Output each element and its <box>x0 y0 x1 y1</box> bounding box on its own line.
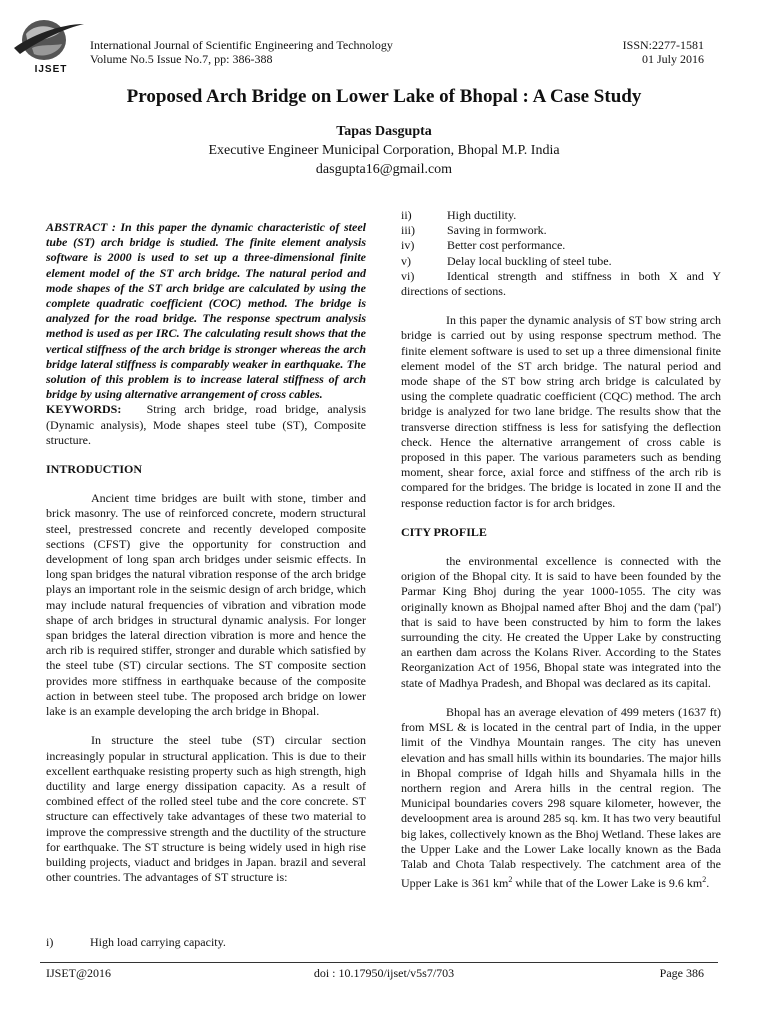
page-header <box>0 0 768 80</box>
page-number: Page 386 <box>659 966 704 980</box>
logo-text: IJSET <box>34 64 68 75</box>
globe-logo-icon <box>10 14 88 64</box>
abstract: ABSTRACT : In this paper the dynamic characteristic of steel tube (ST) arch bridge is studied. The finite element analysis software is 2000 is used to set up a three-dimensional finite element model of the ST arch bridge. The natural period and mode shapes of the ST arch bridge are calculated by using the complete quadratic coefficient (COC) method. The bridge is analyzed for the road bridge. The response spectrum analysis method is used as per IRC. The calculating result shows that the vertical stiffness of the arch bridge is stronger whereas the arch bridge lateral stiffness is comparably weaker in earthquake. The solution of this problem is to increase lateral stiffness of arch bridge by using alternative arrangement of cross cables. <box>46 220 366 402</box>
footer-copyright: IJSET@2016 <box>46 966 112 980</box>
journal-info <box>90 38 393 66</box>
keywords-label: KEYWORDS: <box>46 402 122 417</box>
issue-date: 01 July 2016 <box>641 52 704 66</box>
intro-paragraph-1: Ancient time bridges are built with stone, timber and brick masonry. The use of reinforced concrete, modern structural steel, prestressed concrete and recently developed composite sections (CFST) give the opportunity for construction and development of long span arch bridges under seismic effects. In long span bridges the natural vibration response of the arch bridge plays an important role in the seismic design of arch bridge, which may include natural frequencies of vibration and vibration mode shape of arch bridges in structural dynamic analysis. For longer span bridges the lateral direction vibration is more and hence the arch rib is required stiffer, stronger and durable which satisfied by the steel tube (ST) circular sections. The ST composite section provides more stiffness in earthquake because of the composite action in between steel tube. The proposed arch bridge on lower lake is an example developing the arch bridge in Bhopal. <box>46 491 366 719</box>
journal-volume: Volume No.5 Issue No.7, pp: 386-388 <box>90 52 273 66</box>
issn-info <box>623 38 704 66</box>
intro-heading: INTRODUCTION <box>46 462 143 477</box>
author-affiliation: Executive Engineer Municipal Corporation, Bhopal M.P. India <box>208 143 560 158</box>
list-item: vi) Identical strength and stiffness in both X and Y directions of sections. <box>401 268 721 299</box>
list-item: ii) High ductility. <box>401 208 517 222</box>
issn: ISSN:2277-1581 <box>622 38 704 52</box>
city-paragraph-1: the environmental excellence is connected with the origion of the Bhopal city. It is said to have been founded by the Parmar King Bhoj during the year 1000-1055. The city was originally known as Bhojpal named after Bhoj and the dam ('pal') that is said to have been constructed by him to form the lakes surrounding the city. He created the Upper Lake by constructing an earthen dam across the Kolans River. According to the States Reorganization Act of 1956, Bhopal state was integrated into the state of Madhya Pradesh, and Bhopal was declared as its capital. <box>401 554 721 690</box>
intro-paragraph-2: In structure the steel tube (ST) circular section increasingly popular in structural application. This is due to their excellent earthquake resisting property such as high strength, high ductility and large energy dissipation capacity. As a result of combined effect of the rolled steel tube and the core concrete. ST structure can effectively take advantages of these two material to improve the compressive strength and the ductility of the structure for earthquake. The ST structure is being widely used in high rise building projects, viaduct and bridges in Japan. brazil and several other countries. The advantages of ST structure is: <box>46 733 366 885</box>
journal-logo <box>10 14 88 78</box>
advantages-list <box>401 208 721 299</box>
journal-name: International Journal of Scientific Engineering and Technology <box>90 38 393 52</box>
city-profile-heading: CITY PROFILE <box>401 524 487 539</box>
list-item: iii) Saving in formwork. <box>401 223 547 238</box>
author-name: Tapas Dasgupta <box>336 124 432 139</box>
list-item: v) Delay local buckling of steel tube. <box>401 253 612 268</box>
left-column <box>46 220 366 885</box>
list-item: iv) Better cost performance. <box>401 238 566 253</box>
city-paragraph-2: Bhopal has an average elevation of 499 meters (1637 ft) from MSL & is located in the central part of India, in the upper limit of the Vindhya Mountain ranges. The city has uneven elevation and has small hills within its boundaries. The major hills in Bhopal comprise of Idgah hills and Shyamala hills in the northern region and Arera hills in the central region. The Municipal boundaries covers 298 square kilometer, however, the develoopment area is around 285 sq. km. It has two very beautiful big lakes, collectively known as the Bhoj Wetland. These lakes are the Upper Lake and the Lower Lake locally known as the Bada Talab and Chota Talab respectively. The catchment area of the Upper Lake is 361 $km^2$ while that of the Lower Lake is 9.6 $km^2$. <box>401 704 721 891</box>
list-item <box>46 935 226 950</box>
list-item-text: High load carrying capacity. <box>90 935 226 949</box>
keywords-text: String arch bridge, road bridge, analysis (Dynamic analysis), Mode shapes steel tube (ST), Composite structure. <box>46 402 366 447</box>
keywords <box>46 402 366 448</box>
author-email: dasgupta16@gmail.com <box>315 162 453 177</box>
list-item-number: i) <box>46 935 54 949</box>
paper-title: Proposed Arch Bridge on Lower Lake of Bhopal : A Case Study <box>126 86 642 107</box>
footer-divider <box>40 962 718 963</box>
right-column <box>401 208 721 891</box>
footer-doi: doi : 10.17950/ijset/v5s7/703 <box>313 966 455 980</box>
body-paragraph: In this paper the dynamic analysis of ST bow string arch bridge is carried out by using response spectrum method. The finite element software is used to set up a three dimensional finite element model of the ST arch bridge. The natural period and mode shape of the ST bow string arch bridge is calculated by using the complete quadratic coefficient (CQC) method. The arch bridge is analyzed for two lane bridge. The results show that the transverse direction stiffness is less for satisfying the deflection check. Hence the alternative arrangement of cross cable is proposed in this paper. The various parameters such as bending moment, shear force, axial force and stiffness of the arch rib is compared for the bridges. The bridge is located in zone II and the response reduction factor is for arch bridges. <box>401 313 721 510</box>
